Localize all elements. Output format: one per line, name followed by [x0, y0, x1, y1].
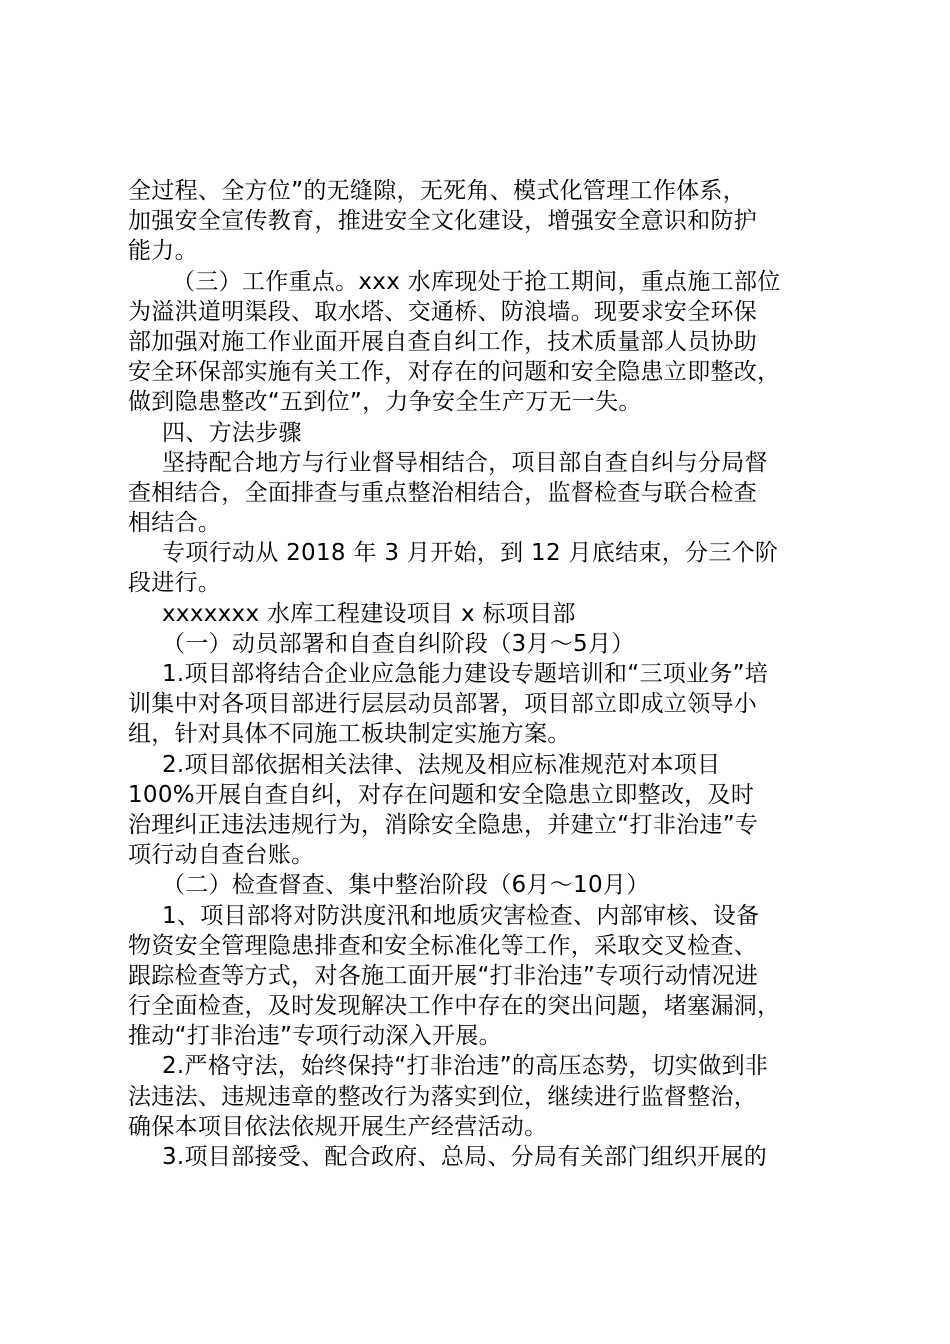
subsection-heading: （一）动员部署和自查自纠阶段（3月～5月）	[162, 630, 635, 657]
text-line: 100%开展自查自纠，对存在问题和安全隐患立即整改，及时	[128, 781, 755, 808]
text-line: 2.严格守法，始终保持“打非治违”的高压态势，切实做到非	[162, 1053, 769, 1080]
text-line: 相结合。	[128, 510, 222, 537]
text-line: 加强安全宣传教育，推进安全文化建设，增强安全意识和防护	[128, 208, 758, 235]
text-line: 组，针对具体不同施工板块制定实施方案。	[128, 721, 571, 748]
text-line: 能力。	[128, 238, 198, 265]
text-line: 治理纠正违法违规行为，消除安全隐患，并建立“打非治违”专	[128, 811, 759, 838]
text-line: 物资安全管理隐患排查和安全标准化等工作，采取交叉检查、	[128, 932, 758, 959]
section-heading: 四、方法步骤	[162, 419, 302, 446]
text-line: 2.项目部依据相关法律、法规及相应标准规范对本项目	[162, 751, 721, 778]
text-line: 1.项目部将结合企业应急能力建设专题培训和“三项业务”培	[162, 661, 769, 687]
text-line: 法违法、违规违章的整改行为落实到位，继续进行监督整治，	[128, 1083, 758, 1110]
text-line: 部加强对施工作业面开展自查自纠工作，技术质量部人员协助	[128, 328, 758, 355]
text-line: 全过程、全方位”的无缝隙，无死角、模式化管理工作体系，	[128, 178, 747, 204]
text-line: 跟踪检查等方式，对各施工面开展“打非治违”专项行动情况进	[128, 962, 759, 989]
subsection-heading: （二）检查督查、集中整治阶段（6月～10月）	[162, 872, 650, 899]
text-line: 项行动自查台账。	[128, 842, 315, 869]
text-line: xxxxxxx 水库工程建设项目 x 标项目部	[162, 600, 576, 627]
text-line: 行全面检查，及时发现解决工作中存在的突出问题，堵塞漏洞，	[128, 993, 781, 1020]
text-line: 段进行。	[128, 570, 222, 597]
text-line: （三）工作重点。xxx 水库现处于抢工期间，重点施工部位	[172, 268, 781, 295]
text-line: 训集中对各项目部进行层层动员部署，项目部立即成立领导小	[128, 691, 758, 718]
text-line: 安全环保部实施有关工作，对存在的问题和安全隐患立即整改，	[128, 359, 781, 386]
text-line: 1、项目部将对防洪度汛和地质灾害检查、内部审核、设备	[162, 902, 760, 929]
text-line: 确保本项目依法依规开展生产经营活动。	[128, 1113, 548, 1140]
text-line: 推动“打非治违”专项行动深入开展。	[128, 1023, 502, 1050]
text-line: 坚持配合地方与行业督导相结合，项目部自查自纠与分局督	[162, 449, 768, 476]
text-line: 做到隐患整改“五到位”，力争安全生产万无一失。	[128, 389, 642, 416]
text-line: 3.项目部接受、配合政府、总局、分局有关部门组织开展的	[162, 1144, 768, 1170]
document-body	[128, 176, 844, 1172]
text-line: 专项行动从 2018 年 3 月开始，到 12 月底结束，分三个阶	[162, 540, 779, 567]
text-line: 查相结合，全面排查与重点整治相结合，监督检查与联合检查	[128, 479, 758, 506]
text-line: 为溢洪道明渠段、取水塔、交通桥、防浪墙。现要求安全环保	[128, 298, 758, 325]
